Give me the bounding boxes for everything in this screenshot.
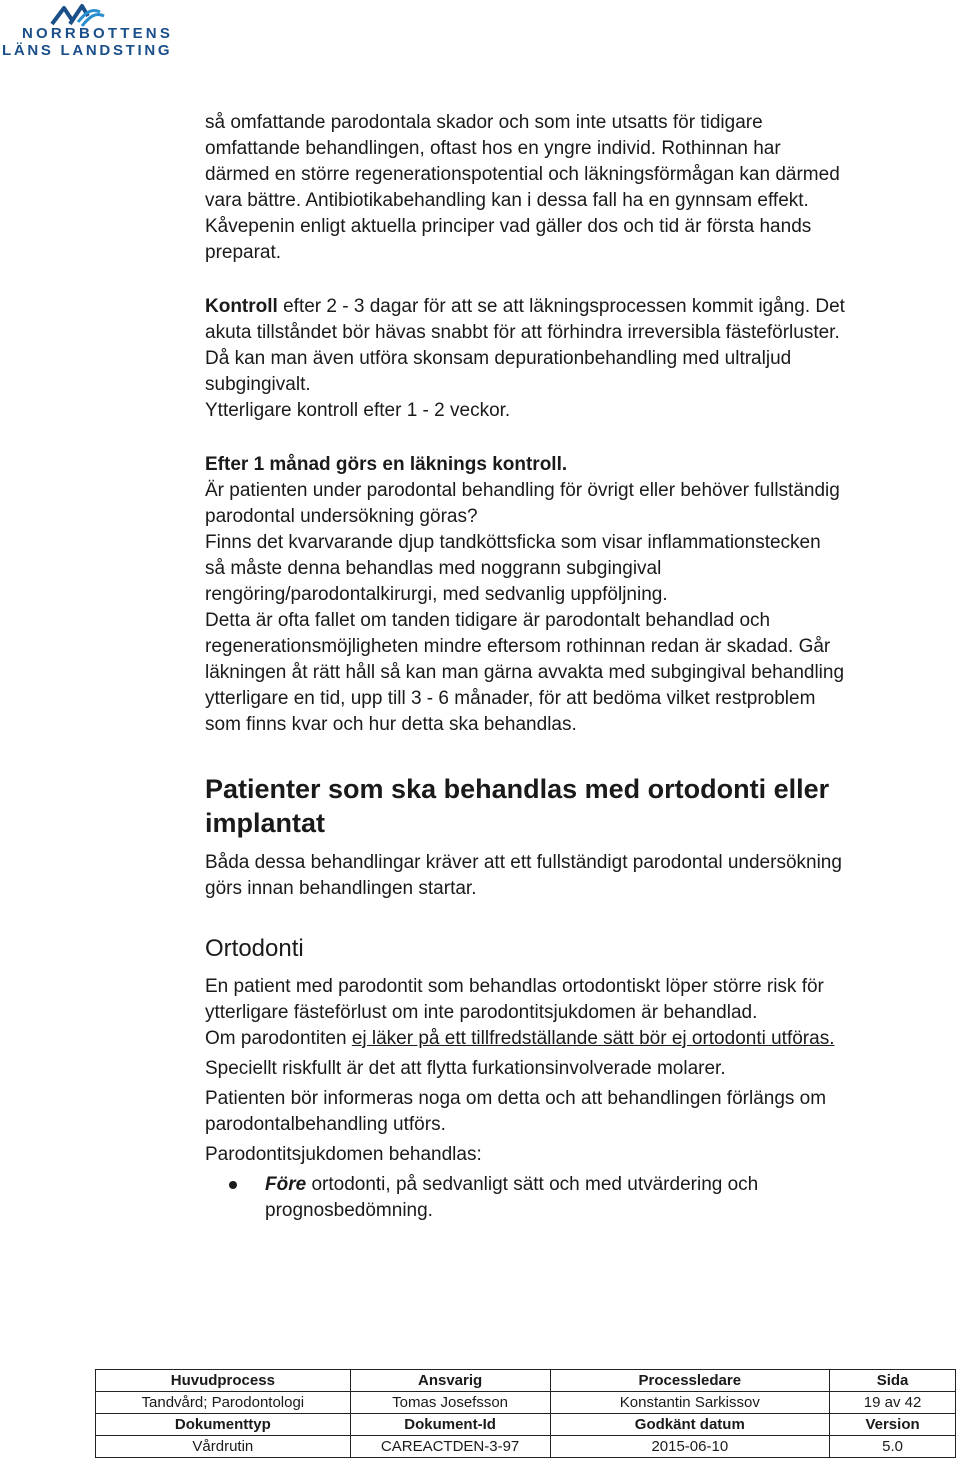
paragraph-kontroll — [205, 294, 845, 398]
footer-dokumentid-value: CAREACTDEN-3-97 — [350, 1436, 550, 1458]
footer-ansvarig-label: Ansvarig — [350, 1370, 550, 1392]
kontroll-text: efter 2 - 3 dagar för att se att läkningsprocessen kommit igång. Det akuta tillståndet bör hävas snabbt för att förhindra irreversibla fästeförluster. Då kan man även utföra skonsam depurationbehandling med ultraljud subgingivalt. — [205, 296, 845, 395]
om-parodontiten-text: Om parodontiten — [205, 1028, 352, 1049]
paragraph-detta: Detta är ofta fallet om tanden tidigare är parodontalt behandlad och regenerationsmöjligheten mindre eftersom rothinnan redan är skadad. Går läkningen åt rätt håll så kan man gärna avvakta med subgingival behandling ytterligare en tid, upp till 3 - 6 månader, för att bedöma vilket restproblem som finns kvar och hur detta ska behandlas. — [205, 610, 845, 735]
paragraph-behandlas: Parodontitsjukdomen behandlas: — [205, 1144, 482, 1165]
bullet-emphasis: Före — [265, 1174, 307, 1195]
paragraph-ytterligare: Ytterligare kontroll efter 1 - 2 veckor. — [205, 400, 511, 421]
footer-sida-value: 19 av 42 — [830, 1392, 956, 1414]
document-body — [205, 110, 845, 1224]
kontroll-label: Kontroll — [205, 296, 278, 317]
paragraph-en-patient: En patient med parodontit som behandlas ortodontiskt löper större risk för ytterligare fästeförlust om inte parodontitsjukdomen är behandlad. — [205, 976, 824, 1023]
footer-huvudprocess-label: Huvudprocess — [96, 1370, 351, 1392]
logo-text-line2: LÄNS LANDSTING — [2, 42, 173, 59]
footer-processledare-label: Processledare — [550, 1370, 830, 1392]
footer-processledare-value: Konstantin Sarkissov — [550, 1392, 830, 1414]
paragraph-intro: så omfattande parodontala skador och som inte utsatts för tidigare omfattande behandlingen, oftast hos en yngre individ. Rothinnan har därmed en större regenerationspotential och läkningsförmågan kan därmed vara bättre. Antibiotikabehandling kan i dessa fall ha en gynnsam effekt. Kåvepenin enligt aktuella principer vad gäller dos och tid är första hands preparat. — [205, 112, 840, 263]
logo — [0, 0, 174, 60]
footer-dokumenttyp-value: Vårdrutin — [96, 1436, 351, 1458]
footer-dokumenttyp-label: Dokumenttyp — [96, 1414, 351, 1436]
bullet-icon — [229, 1181, 237, 1189]
paragraph-efter-manad: Efter 1 månad görs en läknings kontroll. — [205, 454, 568, 475]
paragraph-patienten-informeras: Patienten bör informeras noga om detta och att behandlingen förlängs om parodontalbehandling utförs. — [205, 1088, 827, 1135]
footer-version-label: Version — [830, 1414, 956, 1436]
footer-sida-label: Sida — [830, 1370, 956, 1392]
paragraph-bada: Båda dessa behandlingar kräver att ett fullständigt parodontal undersökning görs innan behandlingen startar. — [205, 852, 842, 899]
heading-patienter: Patienter som ska behandlas med ortodonti eller implantat — [205, 774, 830, 838]
footer-version-value: 5.0 — [830, 1436, 956, 1458]
footer-huvudprocess-value: Tandvård; Parodontologi — [96, 1392, 351, 1414]
paragraph-om-parodontiten — [205, 1026, 845, 1052]
list-item — [205, 1172, 845, 1224]
heading-ortodonti: Ortodonti — [205, 935, 304, 962]
footer-dokumentid-label: Dokument-Id — [350, 1414, 550, 1436]
paragraph-finns: Finns det kvarvarande djup tandköttsficka som visar inflammationstecken så måste denna behandlas med noggrann subgingival rengöring/parodontalkirurgi, med sedvanlig uppföljning. — [205, 532, 821, 605]
om-parodontiten-underlined: ej läker på ett tillfredställande sätt bör ej ortodonti utföras. — [351, 1028, 835, 1049]
paragraph-speciellt: Speciellt riskfullt är det att flytta furkationsinvolverade molarer. — [205, 1058, 726, 1079]
bullet-text: ortodonti, på sedvanligt sätt och med utvärdering och prognosbedömning. — [265, 1174, 759, 1221]
footer-godkant-label: Godkänt datum — [550, 1414, 830, 1436]
footer-godkant-value: 2015-06-10 — [550, 1436, 830, 1458]
footer-ansvarig-value: Tomas Josefsson — [350, 1392, 550, 1414]
logo-text-line1: NORRBOTTENS — [22, 25, 174, 42]
paragraph-question: Är patienten under parodontal behandling för övrigt eller behöver fullständig parodontal undersökning göras? — [205, 480, 840, 527]
footer-table — [95, 1369, 956, 1458]
